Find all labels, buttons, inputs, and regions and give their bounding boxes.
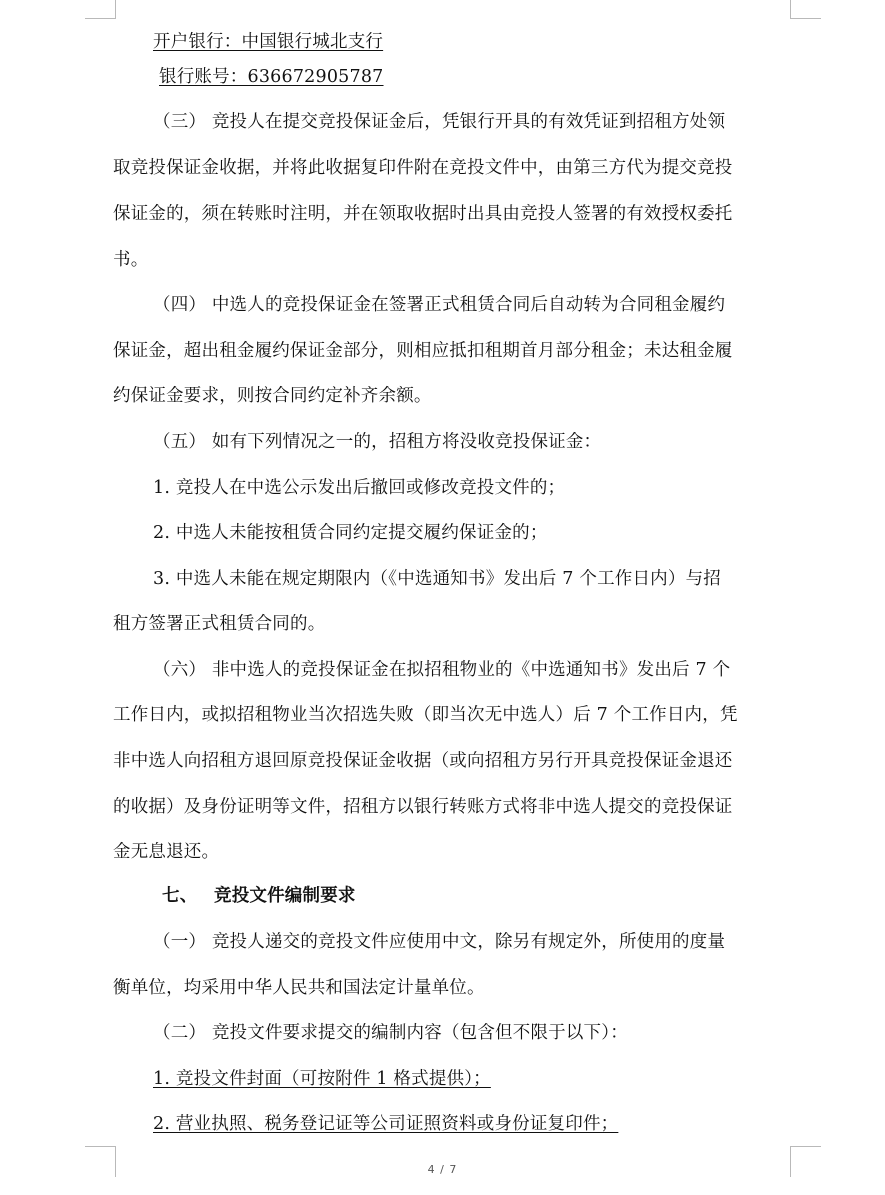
list-item: 1. 竞投文件封面（可按附件 1 格式提供）； [153, 1069, 491, 1089]
paragraph-4-line-2: 保证金，超出租金履约保证金部分，则相应抵扣租期首月部分租金；未达租金履 [113, 341, 733, 361]
section-7-paragraph-1-line-2: 衡单位，均采用中华人民共和国法定计量单位。 [113, 978, 485, 998]
page-number: 4 / 7 [427, 1163, 458, 1176]
section-7-heading [162, 884, 356, 908]
paragraph-3-line-4: 书。 [113, 250, 149, 270]
paragraph-6-line-5: 金无息退还。 [113, 842, 220, 862]
list-item: 3. 中选人未能在规定期限内（《中选通知书》发出后 7 个工作日内）与招 [153, 569, 721, 589]
list-item: 1. 竞投人在中选公示发出后撤回或修改竞投文件的； [153, 478, 566, 498]
paragraph-4-line-3: 约保证金要求，则按合同约定补齐余额。 [113, 386, 432, 406]
bank-name-line: 开户银行：中国银行城北支行 [153, 32, 384, 52]
list-item: 2. 中选人未能按租赁合同约定提交履约保证金的； [153, 523, 548, 543]
paragraph-6-line-1: （六） 非中选人的竞投保证金在拟招租物业的《中选通知书》发出后 7 个 [153, 660, 731, 680]
crop-mark-top-right [790, 0, 821, 19]
paragraph-3-line-2: 取竞投保证金收据，并将此收据复印件附在竞投文件中，由第三方代为提交竞投 [113, 158, 733, 178]
paragraph-6-line-2: 工作日内，或拟招租物业当次招选失败（即当次无中选人）后 7 个工作日内，凭 [113, 705, 738, 725]
paragraph-3-line-3: 保证金的，须在转账时注明，并在领取收据时出具由竞投人签署的有效授权委托 [113, 204, 733, 224]
list-item-continuation: 租方签署正式租赁合同的。 [113, 614, 326, 634]
section-7-title: 竞投文件编制要求 [214, 886, 356, 906]
section-7-number: 七、 [162, 886, 198, 906]
paragraph-3-line-1: （三） 竞投人在提交竞投保证金后，凭银行开具的有效凭证到招租方处领 [153, 112, 726, 132]
bank-account-line: 银行账号：636672905787 [159, 67, 384, 87]
paragraph-6-line-4: 的收据）及身份证明等文件，招租方以银行转账方式将非中选人提交的竞投保证 [113, 797, 733, 817]
section-7-paragraph-1-line-1: （一） 竞投人递交的竞投文件应使用中文，除另有规定外，所使用的度量 [153, 932, 726, 952]
paragraph-4-line-1: （四） 中选人的竞投保证金在签署正式租赁合同后自动转为合同租金履约 [153, 295, 726, 315]
paragraph-6-line-3: 非中选人向招租方退回原竞投保证金收据（或向招租方另行开具竞投保证金退还 [113, 751, 733, 771]
paragraph-5-line: （五） 如有下列情况之一的，招租方将没收竞投保证金： [153, 432, 602, 452]
section-7-paragraph-2-line: （二） 竞投文件要求提交的编制内容（包含但不限于以下）： [153, 1023, 628, 1043]
list-item: 2. 营业执照、税务登记证等公司证照资料或身份证复印件； [153, 1114, 619, 1134]
crop-mark-top-left [85, 0, 116, 19]
